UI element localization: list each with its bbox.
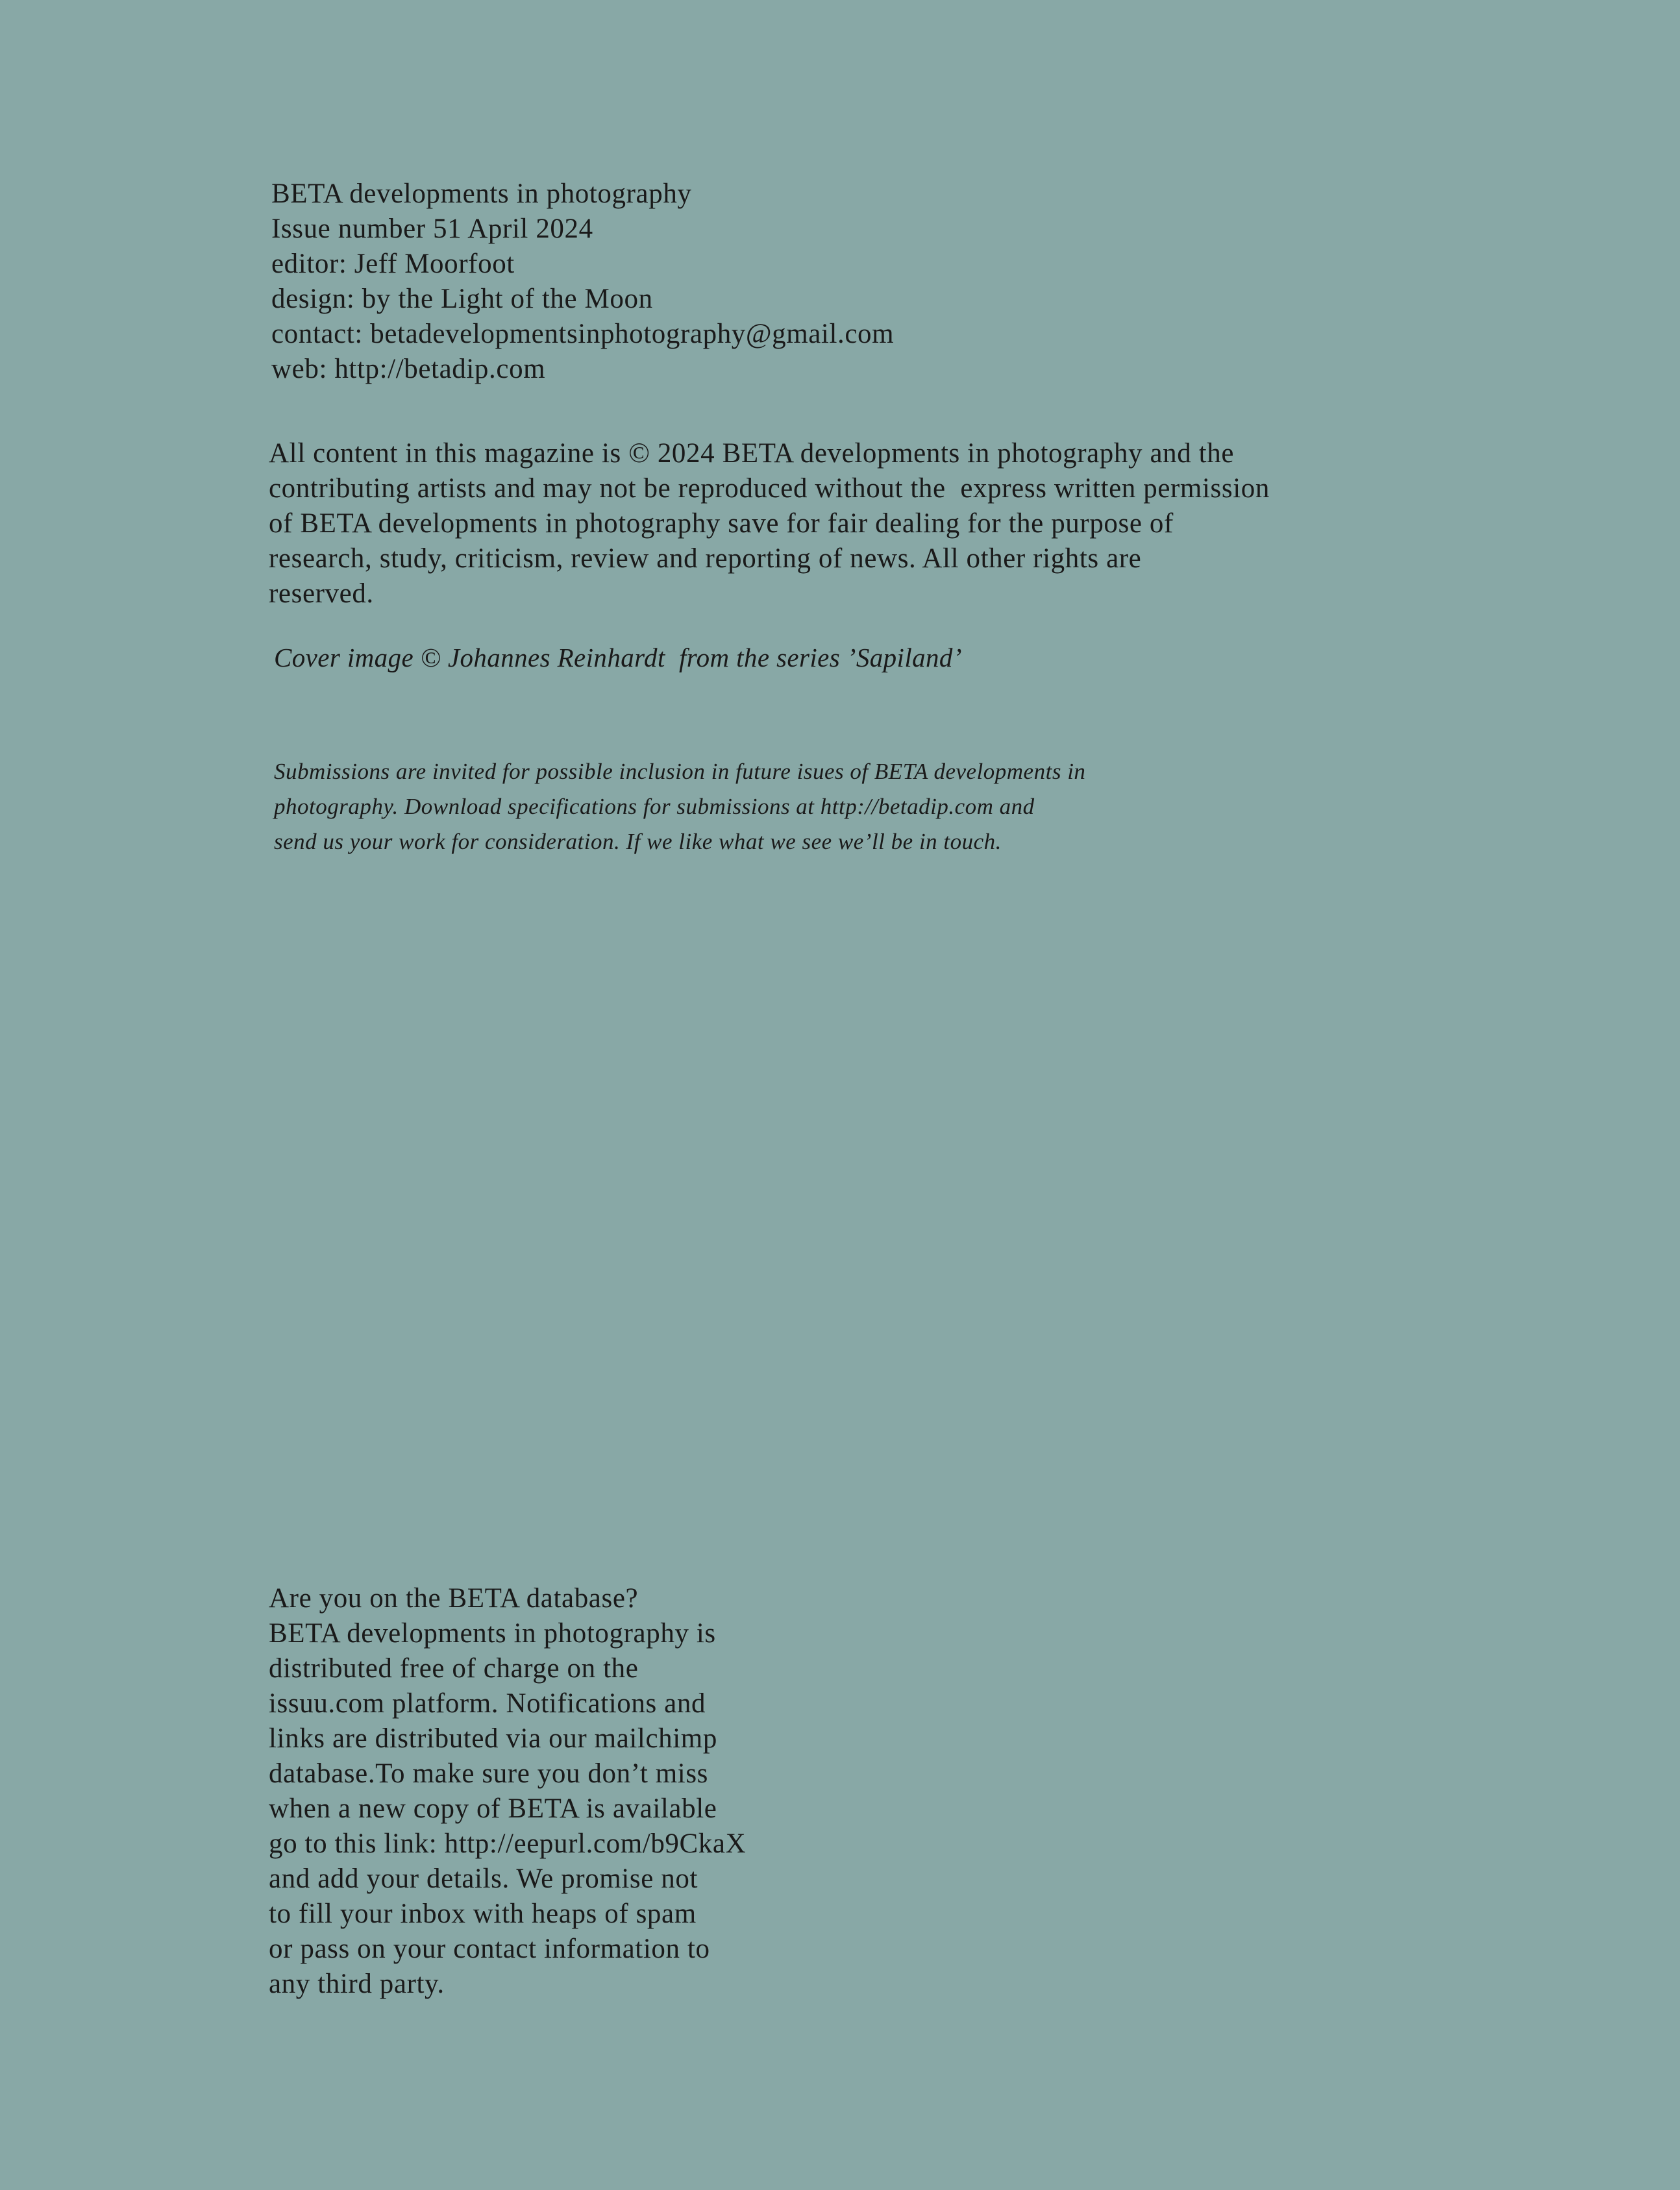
database-signup-notice: [269, 1581, 746, 2002]
database-line: links are distributed via our mailchimp: [269, 1723, 717, 1754]
database-heading: Are you on the BETA database?: [269, 1583, 639, 1614]
signup-link-line[interactable]: go to this link: http://eepurl.com/b9CkaX: [269, 1828, 747, 1859]
database-line: distributed free of charge on the: [269, 1653, 639, 1684]
issue-info: Issue number 51 April 2024: [271, 214, 593, 244]
database-line: any third party.: [269, 1969, 445, 1999]
masthead-block: [271, 177, 894, 387]
magazine-title: BETA developments in photography: [271, 178, 692, 209]
copyright-line: All content in this magazine is © 2024 BETA developments in photography and the: [269, 438, 1235, 469]
submissions-line: send us your work for consideration. If we like what we see we’ll be in touch.: [274, 829, 1002, 854]
copyright-notice: [269, 436, 1270, 611]
submissions-notice: [274, 754, 1085, 859]
copyright-line: contributing artists and may not be reproduced without the express written permission: [269, 473, 1270, 504]
editor-credit: editor: Jeff Moorfoot: [271, 249, 515, 279]
database-line: BETA developments in photography is: [269, 1618, 716, 1649]
submissions-line: photography. Download specifications for submissions at http://betadip.com and: [274, 794, 1035, 819]
copyright-line: reserved.: [269, 578, 374, 609]
database-line: and add your details. We promise not: [269, 1864, 698, 1894]
database-line: when a new copy of BETA is available: [269, 1793, 717, 1824]
contact-email[interactable]: contact: betadevelopmentsinphotography@gmail.com: [271, 319, 895, 349]
cover-credit-text: Cover image © Johannes Reinhardt from the series ’Sapiland’: [274, 643, 962, 672]
website-link[interactable]: web: http://betadip.com: [271, 354, 546, 384]
cover-image-credit: [274, 640, 962, 675]
database-line: to fill your inbox with heaps of spam: [269, 1899, 697, 1929]
design-credit: design: by the Light of the Moon: [271, 284, 653, 314]
copyright-line: of BETA developments in photography save for fair dealing for the purpose of: [269, 508, 1174, 539]
database-line: issuu.com platform. Notifications and: [269, 1688, 706, 1719]
database-line: database.To make sure you don’t miss: [269, 1758, 708, 1789]
database-line: or pass on your contact information to: [269, 1934, 710, 1964]
copyright-line: research, study, criticism, review and reporting of news. All other rights are: [269, 543, 1142, 574]
submissions-line: Submissions are invited for possible inclusion in future isues of BETA developments in: [274, 759, 1086, 784]
